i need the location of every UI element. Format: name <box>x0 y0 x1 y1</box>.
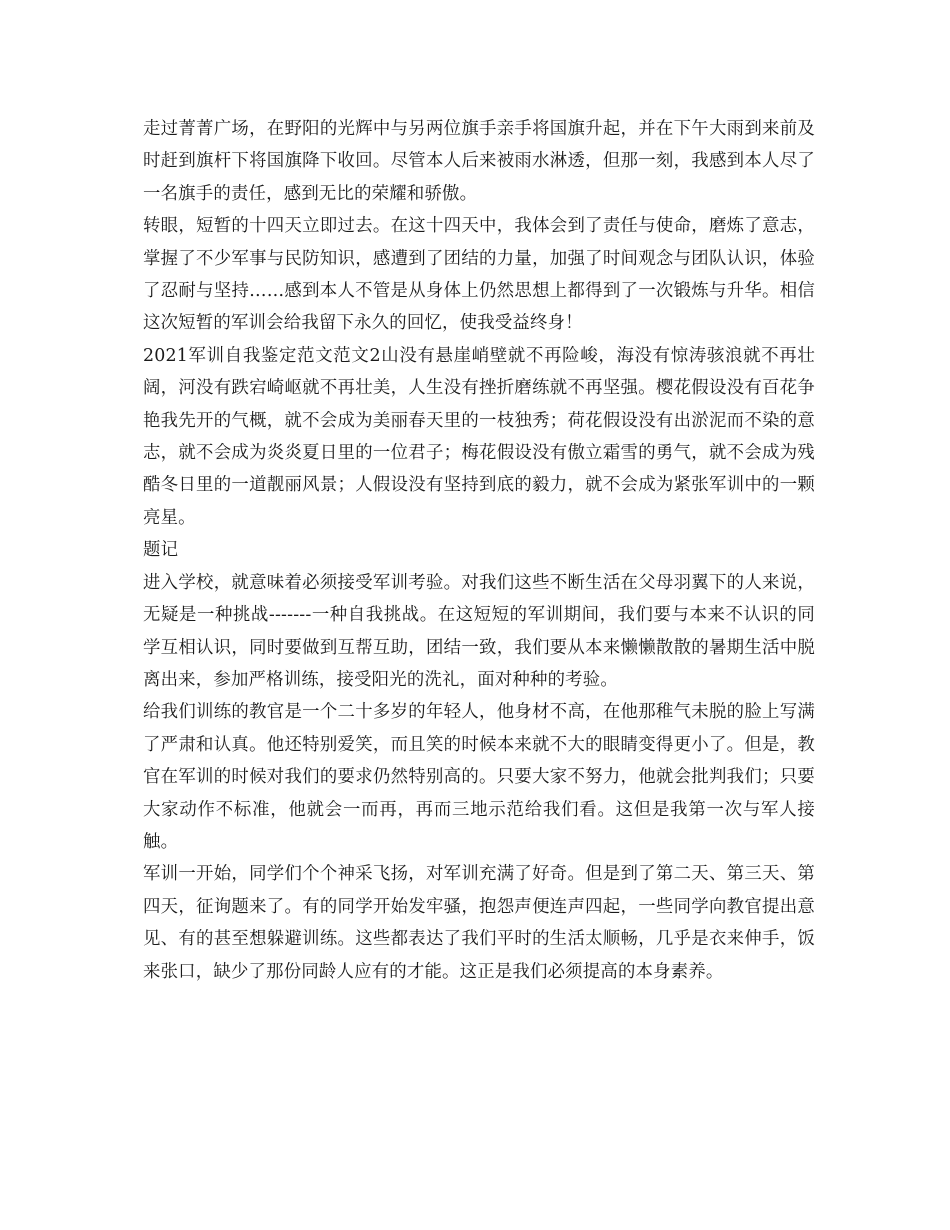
paragraph-epigraph-label: 题记 <box>143 540 179 561</box>
paragraph-sample-essay-2: 2021军训自我鉴定范文范文2山没有悬崖峭壁就不再险峻，海没有惊涛骇浪就不再壮阔，河没有跌宕崎岖就不再壮美，人生没有挫折磨练就不再坚强。樱花假设没有百花争艳我先开的气概，就不会成为美丽春天里的一枝独秀；荷花假设没有出淤泥而不染的意志，就不会成为炎炎夏日里的一位君子；梅花假设没有傲立霜雪的勇气，就不会成为残酷冬日里的一道靓丽风景；人假设没有坚持到底的毅力，就不会成为紧张军训中的一颗亮星。 <box>143 345 815 528</box>
paragraph-flag-raising: 走过菁菁广场，在野阳的光辉中与另两位旗手亲手将国旗升起，并在下午大雨到来前及时赶到旗杆下将国旗降下收回。尽管本人后来被雨水淋透，但那一刻，我感到本人尽了一名旗手的责任，感到无比的荣耀和骄傲。 <box>143 119 815 204</box>
paragraph-fourteen-days: 转眼，短暂的十四天立即过去。在这十四天中，我体会到了责任与使命，磨炼了意志，掌握了不少军事与民防知识，感遭到了团结的力量，加强了时间观念与团队认识，体验了忍耐与坚持……感到本人不管是从身体上仍然思想上都得到了一次锻炼与升华。相信这次短暂的军训会给我留下永久的回忆，使我受益终身！ <box>143 216 815 334</box>
paragraph-entering-school: 进入学校，就意味着必须接受军训考验。对我们这些不断生活在父母羽翼下的人来说，无疑是一种挑战-------一种自我挑战。在这短短的军训期间，我们要与本来不认识的同学互相认识，同时要做到互帮互助，团结一致，我们要从本来懒懒散散的暑期生活中脱离出来，参加严格训练，接受阳光的洗礼，面对种种的考验。 <box>143 572 815 690</box>
paragraph-instructor: 给我们训练的教官是一个二十多岁的年轻人，他身材不高，在他那稚气未脱的脸上写满了严肃和认真。他还特别爱笑，而且笑的时候本来就不大的眼睛变得更小了。但是，教官在军训的时候对我们的要求仍然特别高的。只要大家不努力，他就会批判我们；只要大家动作不标准，他就会一而再，再而三地示范给我们看。这但是我第一次与军人接触。 <box>143 702 815 852</box>
paragraph-training-begins: 军训一开始，同学们个个神采飞扬，对军训充满了好奇。但是到了第二天、第三天、第四天，征询题来了。有的同学开始发牢骚，抱怨声便连声四起，一些同学向教官提出意见、有的甚至想躲避训练。这些都表达了我们平时的生活太顺畅，几乎是衣来伸手，饭来张口，缺少了那份同龄人应有的才能。这正是我们必须提高的本身素养。 <box>143 864 815 982</box>
document-body <box>143 113 815 988</box>
